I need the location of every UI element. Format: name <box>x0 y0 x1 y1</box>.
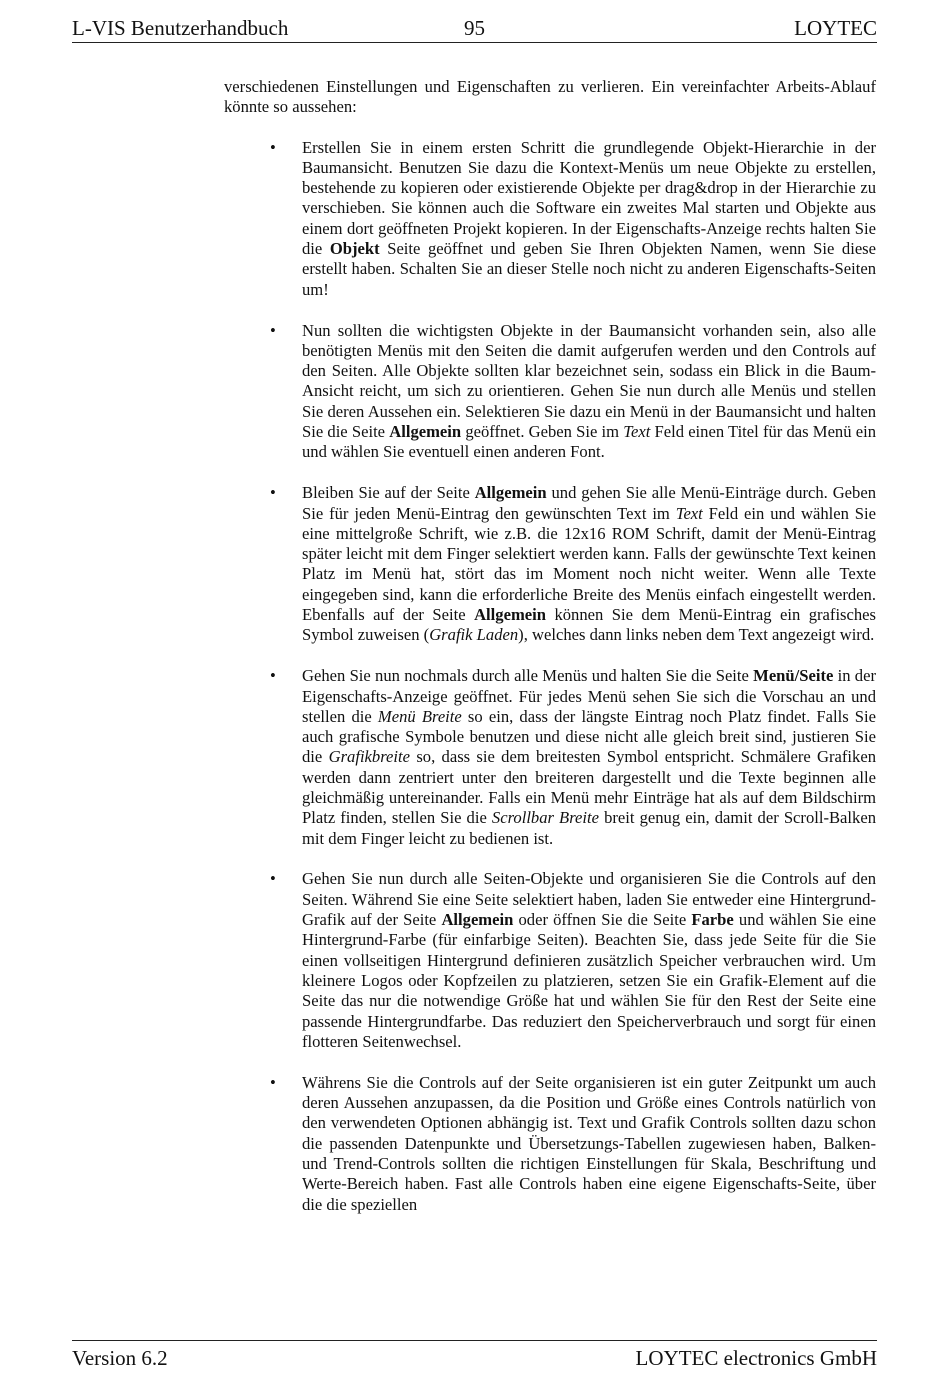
bold-term: Allgemein <box>441 910 514 930</box>
italic-term: Grafikbreite <box>328 747 411 767</box>
text-run: und wählen Sie eine Hintergrund-Farbe (für einfarbige Seiten). Beachten Sie, dass jede Seite für die Sie einen vollseitigen Hintergrund definieren zusätzlich Speicher verbrauchen wird. Um kleinere Logos oder Kopfzeilen zu platzieren, setzen Sie ein Grafik-Element auf die Seite das nur die notwendige Größe hat und wählen Sie für den Rest der Seite eine passende Hintergrundfarbe. Das reduziert den Speicherverbrauch und sorgt für einen flotteren Seitenwechsel. <box>302 910 876 1051</box>
bullet-icon: • <box>270 666 276 686</box>
text-run: Gehen Sie nun durch alle Seiten-Objekte und organisieren Sie die Controls auf den Seiten. Während Sie eine Seite selektiert haben, laden Sie entweder eine Hintergrund-Grafik auf der Seite <box>302 869 876 930</box>
bold-term: Allgemein <box>474 483 547 503</box>
italic-term: Text <box>623 422 651 442</box>
list-item <box>224 138 876 300</box>
bold-term: Menü/Seite <box>753 666 834 686</box>
text-run: ), welches dann links neben dem Text angezeigt wird. <box>518 625 875 645</box>
page-body <box>224 77 876 1235</box>
italic-term: Text <box>675 503 703 523</box>
italic-term: Menü Breite <box>377 706 462 726</box>
list-item <box>224 1073 876 1215</box>
text-run: geöffnet. Geben Sie im <box>461 422 624 442</box>
manual-title: L-VIS Benutzerhandbuch <box>72 16 289 40</box>
italic-term: Grafik Laden <box>429 625 519 645</box>
text-run: in der Eigenschafts-Anzeige geöffnet. Für jedes Menü sehen Sie sich die Vorschau an und stellen die <box>302 666 876 726</box>
bold-term: Farbe <box>691 910 734 930</box>
text-run: Feld ein und wählen Sie eine mittelgroße Schrift, wie z.B. die 12x16 ROM Schrift, damit der Menü-Eintrag später leicht mit dem Finger selektiert werden kann. Falls der gewünschte Text keinen Platz im Menü hat, stört das im Moment noch nicht weiter. Wenn alle Texte eingegeben sind, kann die erforderliche Breite des Menüs einfach eingestellt werden. Ebenfalls auf der Seite <box>302 503 877 625</box>
intro-paragraph: verschiedenen Einstellungen und Eigenschaften zu verlieren. Ein vereinfachter Arbeits-Ablauf könnte so aussehen: <box>224 77 876 117</box>
bullet-icon: • <box>270 1072 276 1092</box>
page-header <box>72 14 877 43</box>
text-run: oder öffnen Sie die Seite <box>513 910 692 930</box>
text-run: Gehen Sie nun nochmals durch alle Menüs und halten Sie die Seite <box>302 666 754 686</box>
publisher-name: LOYTEC electronics GmbH <box>635 1346 877 1370</box>
text-run: Seite geöffnet und geben Sie Ihren Objekten Namen, wenn Sie diese erstellt haben. Schalten Sie an dieser Stelle noch nicht zu anderen Eigenschafts-Seiten um! <box>302 239 877 299</box>
bullet-icon: • <box>270 137 276 157</box>
list-item <box>224 321 876 463</box>
page-footer <box>72 1340 877 1377</box>
version-label: Version 6.2 <box>72 1346 168 1370</box>
bold-term: Allgemein <box>389 422 462 442</box>
bold-term: Objekt <box>329 239 380 259</box>
text-run: und gehen Sie alle Menü-Einträge durch. Geben Sie für jeden Menü-Eintrag den gewünschten Text im <box>302 483 877 523</box>
text-run: Nun sollten die wichtigsten Objekte in der Baumansicht vorhanden sein, also alle benötigten Menüs mit den Seiten die damit aufgerufen werden und den Controls auf den Seiten. Alle Objekte sollten klar bezeichnet sein, sodass ein Blick in die Baum-Ansicht reicht, um sich zu orientieren. Gehen Sie nun durch alle Menüs und stellen Sie deren Aussehen ein. Selektieren Sie dazu ein Menü in der Baumansicht und halten Sie die Seite <box>302 320 876 442</box>
bullet-list <box>224 138 876 1215</box>
bullet-icon: • <box>270 869 276 889</box>
text-run: so ein, dass der längste Eintrag noch Platz findet. Falls Sie auch grafische Symbole benutzen und diese nicht alle gleich breit sind, justieren Sie die <box>302 706 877 767</box>
text-run: Erstellen Sie in einem ersten Schritt die grundlegende Objekt-Hierarchie in der Baumansicht. Benutzen Sie dazu die Kontext-Menüs um neue Objekte zu erstellen, bestehende zu kopieren oder existierende Objekte per drag&drop in der Hierarchie zu verschieben. Sie können auch die Software ein zweites Mal starten und Objekte aus einem dort geöffneten Projekt kopieren. In der Eigenschafts-Anzeige rechts halten Sie die <box>302 137 876 259</box>
list-item <box>224 483 876 645</box>
italic-term: Scrollbar Breite <box>491 808 599 828</box>
list-item <box>224 666 876 849</box>
list-item <box>224 869 876 1052</box>
text-run: können Sie dem Menü-Eintrag ein grafisches Symbol zuweisen ( <box>302 605 876 645</box>
text-run: Währens Sie die Controls auf der Seite organisieren ist ein guter Zeitpunkt um auch deren Aussehen anzupassen, da die Position und Größe eines Controls natürlich von den verwendeten Optionen abhängig ist. Text und Grafik Controls sollten dazu schon die passenden Datenpunkte und Übersetzungs-Tabellen zugewiesen haben, Balken- und Trend-Controls sollten die richtigen Einstellungen für Skala, Beschriftung und Werte-Bereich haben. Fast alle Controls haben eine eigene Eigenschafts-Seite, über die die speziellen <box>302 1072 876 1214</box>
text-run: Feld einen Titel für das Menü ein und wählen Sie eventuell einen anderen Font. <box>302 422 876 462</box>
bullet-icon: • <box>270 483 276 503</box>
bold-term: Allgemein <box>474 605 546 625</box>
page-number: 95 <box>464 16 485 40</box>
text-run: so, dass sie dem breitesten Symbol entspricht. Schmälere Grafiken werden dann zentriert unter den breiteren dargestellt und die Texte beginnen alle gleichmäßig untereinander. Falls ein Menü mehr Einträge hat als auf dem Bildschirm Platz finden, stellen Sie die <box>302 747 877 828</box>
text-run: Bleiben Sie auf der Seite <box>302 483 475 503</box>
company-name: LOYTEC <box>794 16 877 40</box>
bullet-icon: • <box>270 320 276 340</box>
text-run: breit genug ein, damit der Scroll-Balken mit dem Finger leicht zu bedienen ist. <box>302 808 876 848</box>
